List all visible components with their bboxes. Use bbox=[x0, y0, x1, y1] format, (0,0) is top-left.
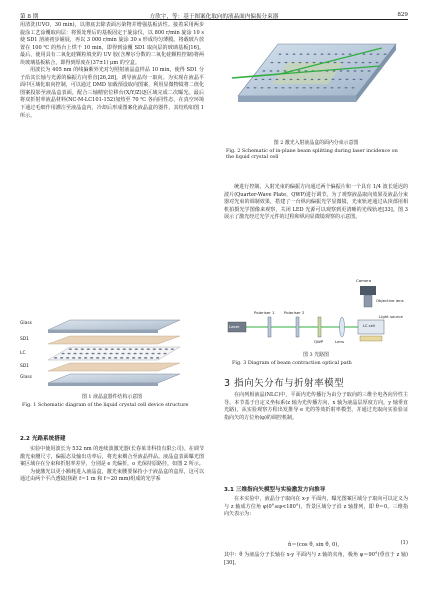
lc-molecule bbox=[341, 62, 344, 63]
lc-molecule bbox=[108, 357, 111, 359]
lc-molecule bbox=[290, 79, 293, 80]
layer-label: Glass bbox=[20, 321, 32, 326]
figure-1 bbox=[20, 316, 190, 388]
lc-molecule bbox=[298, 70, 301, 71]
header-rule bbox=[20, 19, 408, 20]
lc-molecule bbox=[61, 353, 64, 355]
paragraph: 在向列相液晶(NLC)中，平面内光传播行为由分子取向的三维全电各向异性主导。本节基于自定义坐标系(z 轴为光传播方向，x 轴为液晶层厚度方向，y 轴垂直光路)，从实验观察方程出发推导 e 光的等效折射率模型，并通过光取向实验验证指向矢的方位角(φ)的调控机制。 bbox=[224, 392, 408, 421]
lc-molecule bbox=[347, 70, 350, 71]
lc-molecule bbox=[69, 348, 72, 350]
polariser-1-label: Polariser 1 bbox=[254, 310, 275, 315]
lc-molecule bbox=[271, 62, 274, 63]
lc-molecule bbox=[292, 62, 295, 63]
lc-molecule bbox=[120, 357, 123, 359]
lc-molecule bbox=[171, 348, 174, 350]
running-title: 方欣宇，等：基于图案化取向的液晶面内偏振分束器 bbox=[149, 14, 279, 20]
lc-molecule bbox=[349, 54, 352, 55]
figure-3 bbox=[226, 278, 408, 352]
lc-molecule bbox=[133, 353, 136, 355]
lc-molecule bbox=[151, 353, 154, 355]
lc-molecule bbox=[153, 348, 156, 350]
lc-molecule bbox=[91, 353, 94, 355]
lc-molecule bbox=[73, 353, 76, 355]
lc-molecule bbox=[325, 79, 328, 80]
lc-molecule bbox=[60, 357, 63, 359]
qwp-label: QWP bbox=[314, 339, 324, 344]
light-source bbox=[360, 336, 382, 341]
paragraph: 实验中使用波长为 532 nm 的连续波激光器(长春莱非科技有限公司)。在调节激光束腰尺寸，偏振态及输出功率后，将光束耦合至液晶样品。液晶盒表面曝光图案区域存在分束和折射率差异，分别是 e 光偏折，o 光保持原路径，如图 2 所示。 bbox=[20, 446, 204, 468]
lc-cell-label: LC cell bbox=[363, 324, 375, 328]
polariser-2 bbox=[296, 317, 299, 337]
lc-molecule bbox=[157, 353, 160, 355]
lc-molecule bbox=[156, 357, 159, 359]
lc-molecule bbox=[324, 87, 327, 88]
objective-lens-label: Objective lens bbox=[376, 298, 404, 303]
lc-molecule bbox=[78, 357, 81, 359]
right-column-bottom-2 bbox=[224, 496, 408, 519]
lens-label: Lens bbox=[335, 339, 344, 344]
camera bbox=[360, 286, 376, 295]
right-column-bottom-3 bbox=[224, 552, 408, 567]
lc-molecule bbox=[163, 353, 166, 355]
lc-molecule bbox=[79, 353, 82, 355]
lc-molecule bbox=[299, 62, 302, 63]
polariser-1 bbox=[268, 317, 271, 337]
figure-3-caption-cn: 图 3 光路图 bbox=[303, 352, 329, 358]
lc-molecule bbox=[123, 348, 126, 350]
lc-molecule bbox=[338, 87, 341, 88]
lc-molecule bbox=[376, 62, 379, 63]
lc-molecule bbox=[114, 357, 117, 359]
lc-molecule bbox=[144, 357, 147, 359]
paragraph: 其中：θ 为液晶分子长轴在 x-y 平面内与 z 轴的夹角，极角 φ＝90°(垂直于 z 轴)[30]。 bbox=[224, 552, 408, 566]
lc-molecule bbox=[369, 62, 372, 63]
equation-formula: n̂＝(cos θ, sin θ, 0)， bbox=[288, 542, 343, 548]
left-column-bottom bbox=[20, 446, 204, 484]
light-source-label: Light source bbox=[379, 314, 403, 319]
lc-molecule bbox=[261, 87, 264, 88]
lc-molecule bbox=[361, 70, 364, 71]
lc-molecule bbox=[334, 62, 337, 63]
lc-molecule bbox=[360, 79, 363, 80]
subsection-heading: 3.1 三维指向矢模型与实验激发方向推导 bbox=[224, 487, 326, 493]
lc-molecule bbox=[75, 348, 78, 350]
lc-molecule bbox=[121, 353, 124, 355]
paragraph: 用波长为 405 nm 的线偏紫外光对匀照射液晶盒样品 10 min，使得 SD1 分子沿其长轴与光源的偏振方向垂直[26,28]，诱导液晶均一取向。为实现在液晶平面中区域化取向控制，可以通过 DMD 加载预设取向图案，利用显微物镜将二值化图案投影至液晶盒表面，配合三轴精密位移台(X/Y/Z)逐区域完成二次曝光。最后将双折射率液晶材料(NC-M-LC101-152)加热至 70 ℃ 各向同性态，在真空环境下通过毛细作用灌注至液晶盒内，冷却后形成图案化液晶盒的器件，其结构如图 1 所示。 bbox=[20, 67, 204, 119]
paragraph: 在本实验中，液晶分子取向在 x-y 平面内，曝光图案区域分子取向可以定义为与 z 轴成方位角 φ(0°≤φ<180°)，背景区域分子沿 z 轴排列，即 θ＝0。三维指向矢表示为： bbox=[224, 496, 408, 518]
page-number: 829 bbox=[397, 12, 408, 18]
lc-molecule bbox=[254, 87, 257, 88]
lc-molecule bbox=[284, 70, 287, 71]
lc-molecule bbox=[339, 79, 342, 80]
lc-molecule bbox=[103, 353, 106, 355]
lc-molecule bbox=[105, 348, 108, 350]
lc-molecule bbox=[275, 87, 278, 88]
lc-molecule bbox=[97, 353, 100, 355]
lc-molecule bbox=[368, 70, 371, 71]
right-column-middle bbox=[224, 184, 408, 222]
lc-molecule bbox=[313, 62, 316, 63]
lc-molecule bbox=[303, 87, 306, 88]
top-glass-layer bbox=[48, 320, 180, 330]
lc-molecule bbox=[150, 357, 153, 359]
lc-molecule bbox=[247, 87, 250, 88]
lc-molecule bbox=[289, 87, 292, 88]
section-heading: 3 指向矢分布与折射率模型 bbox=[224, 378, 345, 389]
lc-molecule bbox=[384, 54, 387, 55]
lc-molecule bbox=[314, 54, 317, 55]
lc-molecule bbox=[328, 54, 331, 55]
lc-molecule bbox=[255, 79, 258, 80]
lc-molecule bbox=[310, 87, 313, 88]
lc-molecule bbox=[362, 62, 365, 63]
figure-3-caption-en: Fig. 3 Diagram of beam contraction optical path bbox=[232, 360, 352, 366]
lc-molecule bbox=[296, 87, 299, 88]
lc-molecule bbox=[99, 348, 102, 350]
lc-molecule bbox=[269, 79, 272, 80]
lc-molecule bbox=[333, 70, 336, 71]
lc-molecule bbox=[165, 348, 168, 350]
lc-molecule bbox=[102, 357, 105, 359]
lc-molecule bbox=[278, 62, 281, 63]
lc-molecule bbox=[54, 357, 57, 359]
lc-molecule bbox=[321, 54, 324, 55]
objective-lens bbox=[364, 295, 372, 307]
lc-molecule bbox=[263, 70, 266, 71]
lc-molecule bbox=[293, 54, 296, 55]
lc-molecule bbox=[145, 353, 148, 355]
beam-splitting-diagram bbox=[232, 26, 400, 136]
paragraph: 统进行控制。入射光束的偏振方向通过两个偏振片和一个具有 1/4 波长延迟的波片(Quarter-Wave Plate，QWP)进行调节。为了观察液晶取向效果及液晶分束器对光束的调制效果，搭建了一台纵向偏振光学显微镜，光束轨迹通过从顶部用相机拍摄光学图像来观察，关闭 LED 光源可以观察到更清晰的光线轨迹[33]。图 3 展示了激光经过光学元件的过程和纵向显微镜观察的示意图。 bbox=[224, 184, 408, 221]
figure-1-caption-cn: 图 1 液晶盒器件结构示意图 bbox=[81, 394, 143, 400]
lc-molecule bbox=[72, 357, 75, 359]
paragraph: 为使激光以更小额耗进入液晶盒，激光束腰要保持小于液晶盒的盒厚，这可以通过由两个平凸透镜(焦距 f＝1 m 和 f＝20 mm)组成的光学系 bbox=[20, 468, 204, 483]
lc-molecule bbox=[135, 348, 138, 350]
lc-molecule bbox=[348, 62, 351, 63]
camera-label: Camera bbox=[356, 278, 372, 283]
lc-molecule bbox=[318, 79, 321, 80]
lc-molecule bbox=[335, 54, 338, 55]
lc-molecule bbox=[340, 70, 343, 71]
lc-molecule bbox=[66, 357, 69, 359]
lc-molecule bbox=[307, 54, 310, 55]
lc-molecule bbox=[352, 87, 355, 88]
lc-molecule bbox=[141, 348, 144, 350]
lc-molecule bbox=[262, 79, 265, 80]
lc-molecule bbox=[353, 79, 356, 80]
issue-number: 第 8 期 bbox=[20, 14, 39, 20]
lc-molecule bbox=[96, 357, 99, 359]
lc-molecule bbox=[346, 79, 349, 80]
figure-2-caption-en: Fig. 2 Schematic of in-plane beam splitting during laser incidence on the liquid crystal cell bbox=[226, 148, 398, 161]
layer-label: SD1 bbox=[20, 364, 29, 369]
lc-molecule bbox=[87, 348, 90, 350]
lc-molecule bbox=[90, 357, 93, 359]
lc-cell-structure-diagram bbox=[40, 316, 190, 388]
lc-molecule bbox=[285, 62, 288, 63]
lc-molecule bbox=[270, 70, 273, 71]
figure-2-caption-cn: 图 2 激光入射液晶盒的面内分束示意图 bbox=[273, 140, 359, 146]
lc-molecule bbox=[332, 79, 335, 80]
lc-molecule bbox=[139, 353, 142, 355]
lc-molecule bbox=[282, 87, 285, 88]
lc-molecule bbox=[126, 357, 129, 359]
figure-1-caption-en: Fig. 1 Schematic diagram of the liquid crystal cell device structure bbox=[22, 402, 189, 408]
polariser-2-label: Polariser 2 bbox=[284, 310, 305, 315]
lc-molecule bbox=[115, 353, 118, 355]
lc-molecule bbox=[81, 348, 84, 350]
lc-molecule bbox=[370, 54, 373, 55]
top-sd1-layer bbox=[48, 336, 180, 344]
lc-molecule bbox=[306, 62, 309, 63]
right-column-bottom bbox=[224, 392, 408, 422]
lc-molecule bbox=[342, 54, 345, 55]
lc-molecule bbox=[277, 70, 280, 71]
equation-number: (1) bbox=[400, 540, 408, 546]
figure-2 bbox=[232, 26, 400, 136]
layer-label: SD1 bbox=[20, 337, 29, 342]
lc-molecule bbox=[297, 79, 300, 80]
lc-molecule bbox=[300, 54, 303, 55]
lc-molecule bbox=[311, 79, 314, 80]
lc-molecule bbox=[354, 70, 357, 71]
lc-molecule bbox=[127, 353, 130, 355]
laser-label: Laser bbox=[229, 324, 240, 329]
lc-molecule bbox=[85, 353, 88, 355]
bottom-sd1-layer bbox=[48, 363, 180, 371]
quarter-wave-plate bbox=[318, 317, 321, 337]
lc-molecule bbox=[132, 357, 135, 359]
lc-molecule bbox=[67, 353, 70, 355]
lc-molecule bbox=[345, 87, 348, 88]
layer-label: LC bbox=[20, 351, 26, 356]
lc-molecule bbox=[117, 348, 120, 350]
lc-molecule bbox=[93, 348, 96, 350]
lc-molecule bbox=[317, 87, 320, 88]
lc-molecule bbox=[84, 357, 87, 359]
lc-molecule bbox=[304, 79, 307, 80]
lc-molecule bbox=[268, 87, 271, 88]
lc-molecule bbox=[147, 348, 150, 350]
paragraph: 用清洗(UVO，30 min)，以彻底去除表面污染物并增强基板活性。接着采用两步旋涂工艺涂覆取向层：将预处理后的基板固定于旋涂仪，以 800 r/min 旋涂 10 s 使 SD1 溶液初步铺展，再以 3 000 r/min 旋涂 30 s 形成均匀薄膜。将载玻片放置在 100 ℃ 的热台上烘干 10 min，即得到涂覆 SD1 取向层的玻璃基板[16]。最后，使用具有二氧化硅颗粒填充的 UV 胶(含摩尔分数的二氧化硅颗粒控制)将两块玻璃基板粘合，即得到厚度在(37±1) μm 的空盒。 bbox=[20, 22, 204, 66]
layer-label: Glass bbox=[20, 375, 32, 380]
lc-molecule bbox=[355, 62, 358, 63]
lc-molecule bbox=[159, 348, 162, 350]
lc-molecule bbox=[377, 54, 380, 55]
lc-molecule bbox=[111, 348, 114, 350]
lc-molecule bbox=[363, 54, 366, 55]
subsection-heading: 2.2 光路系统搭建 bbox=[20, 436, 66, 442]
bottom-glass-layer bbox=[48, 374, 180, 383]
lc-molecule bbox=[286, 54, 289, 55]
left-column-top bbox=[20, 22, 204, 120]
focusing-lens bbox=[340, 317, 345, 337]
lc-molecule bbox=[283, 79, 286, 80]
lc-molecule bbox=[129, 348, 132, 350]
lc-molecule bbox=[276, 79, 279, 80]
lc-molecule bbox=[331, 87, 334, 88]
lc-molecule bbox=[109, 353, 112, 355]
lc-molecule bbox=[279, 54, 282, 55]
lc-molecule bbox=[138, 357, 141, 359]
